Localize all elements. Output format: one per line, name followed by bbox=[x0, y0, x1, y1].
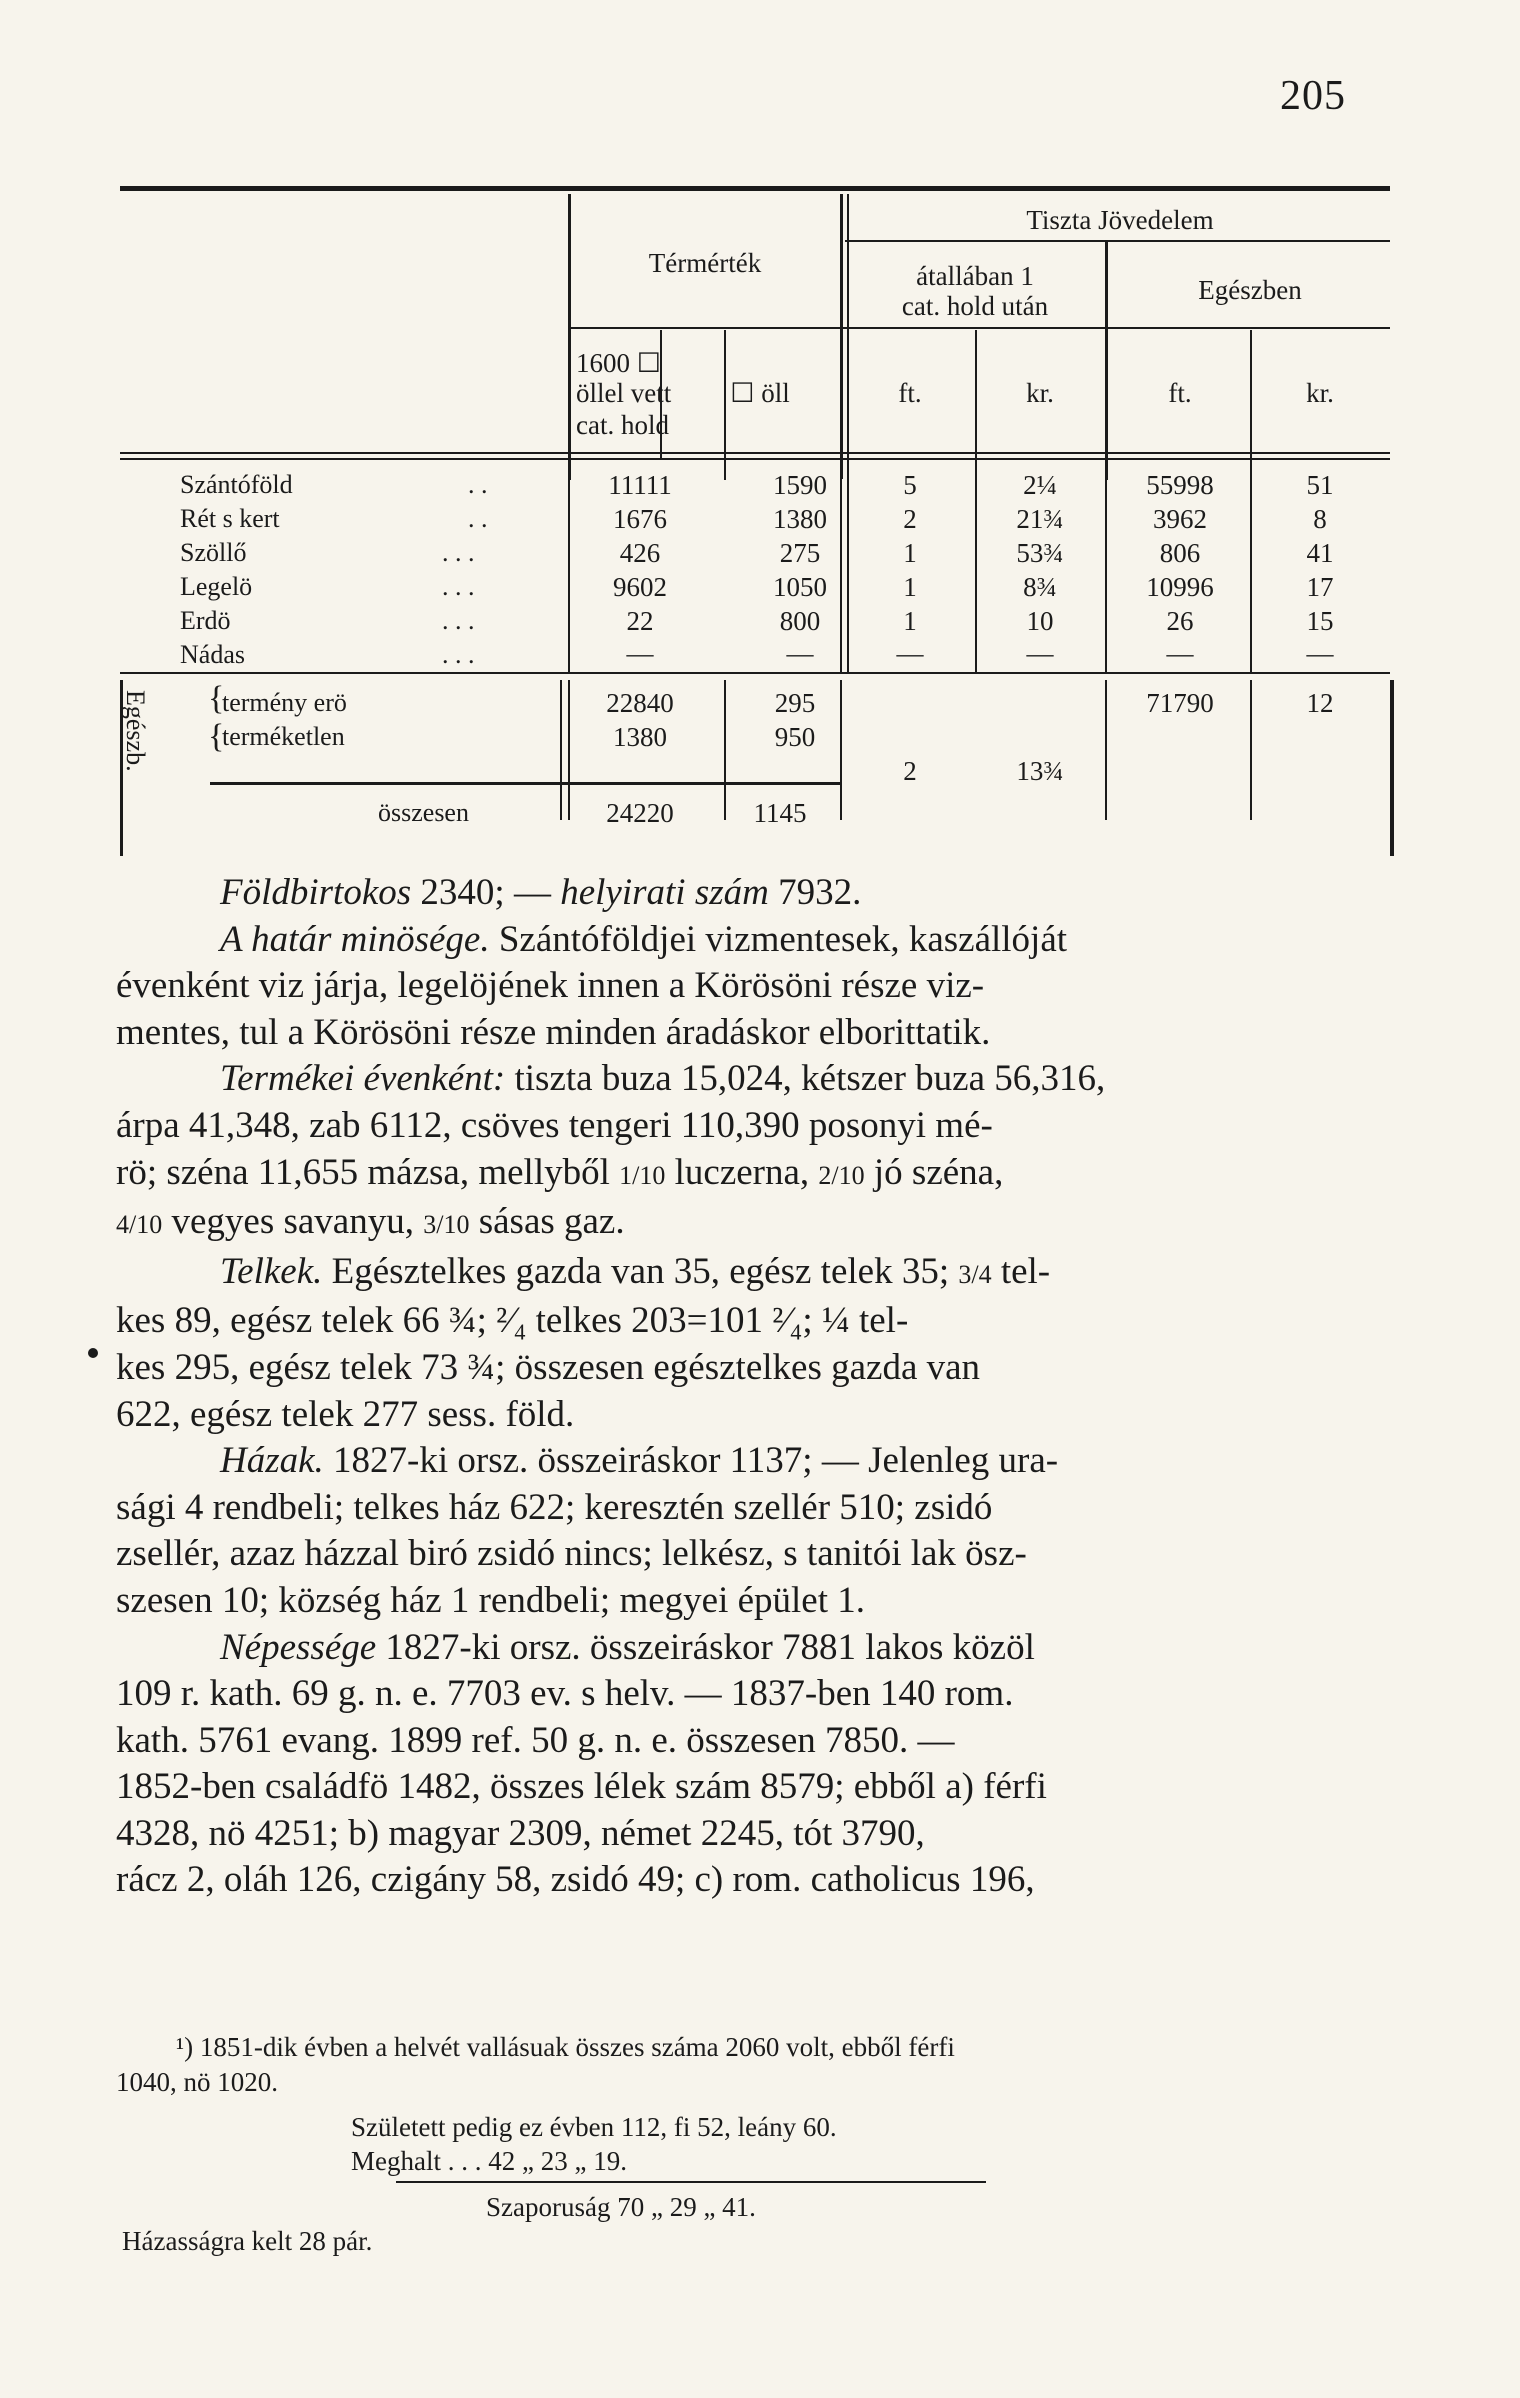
cell-oll: 800 bbox=[779, 606, 821, 636]
cell-kr: — bbox=[1026, 638, 1054, 668]
cell-kr: 8¾ bbox=[1023, 572, 1057, 602]
row-label: Legelö bbox=[180, 572, 253, 601]
footnote-line: Született pedig ez évben 112, fi 52, leány 60. bbox=[351, 2112, 837, 2142]
text: rö; széna 11,655 mázsa, mellyből bbox=[116, 1151, 620, 1193]
brace: { bbox=[208, 718, 225, 755]
cell-egesz-kr: 41 bbox=[1306, 538, 1334, 568]
cell-kr: 21¾ bbox=[1016, 504, 1064, 534]
footnote-line: 1040, nö 1020. bbox=[116, 2067, 278, 2097]
rule bbox=[120, 452, 1390, 454]
rule bbox=[724, 680, 726, 820]
row-label: Erdö bbox=[180, 606, 231, 635]
text: jó széna, bbox=[864, 1151, 1004, 1193]
footnote-line: Szaporuság 70 „ 29 „ 41. bbox=[486, 2192, 756, 2222]
row-dots: . . . bbox=[442, 640, 475, 669]
cell-egesz-ft: 3962 bbox=[1153, 504, 1207, 534]
cell-ft: 1 bbox=[903, 538, 917, 568]
cell-osszesen-oll: 1145 bbox=[753, 798, 807, 828]
cell-osszesen-hold: 24220 bbox=[606, 798, 674, 828]
cell-ft: 2 bbox=[903, 504, 917, 534]
header-oll: ☐ öll bbox=[730, 378, 790, 408]
footnote-line: Házasságra kelt 28 pár. bbox=[122, 2226, 373, 2256]
line bbox=[116, 1438, 1406, 1485]
text: luczerna, bbox=[665, 1151, 819, 1193]
line: zsellér, azaz házzal biró zsidó nincs; lelkész, s tanitói lak ösz- bbox=[116, 1533, 1027, 1575]
rule bbox=[120, 672, 1390, 674]
row-dots: . . . bbox=[442, 538, 475, 567]
fraction: 3/10 bbox=[423, 1210, 470, 1240]
header-1600: 1600 ☐ bbox=[576, 348, 661, 378]
rule bbox=[1250, 680, 1252, 820]
header-tiszta-jovedelem: Tiszta Jövedelem bbox=[1026, 205, 1214, 235]
text: tel- bbox=[991, 1250, 1051, 1292]
rule bbox=[1105, 680, 1107, 820]
cell-summary-egesz-ft: 71790 bbox=[1146, 688, 1214, 718]
row-label: Szöllő bbox=[180, 538, 247, 567]
cell-summary-ft: 2 bbox=[903, 756, 917, 786]
margin-dot bbox=[88, 1348, 98, 1358]
line: kath. 5761 evang. 1899 ref. 50 g. n. e. összesen 7850. — bbox=[116, 1719, 955, 1761]
rule bbox=[840, 462, 842, 672]
rule bbox=[840, 680, 842, 820]
fraction: 1/10 bbox=[619, 1160, 666, 1190]
line: szesen 10; község ház 1 rendbeli; megyei épület 1. bbox=[116, 1579, 865, 1621]
cell-hold: 426 bbox=[619, 538, 661, 568]
text: vegyes savanyu, bbox=[162, 1201, 424, 1243]
line: 4328, nö 4251; b) magyar 2309, német 2245, tót 3790, bbox=[116, 1812, 925, 1854]
label-osszesen: összesen bbox=[378, 798, 469, 827]
line bbox=[116, 1199, 1406, 1249]
row-dots: . . bbox=[468, 504, 488, 533]
cell-egesz-kr: 17 bbox=[1306, 572, 1334, 602]
page-number: 205 bbox=[1280, 73, 1346, 119]
rule bbox=[1105, 462, 1107, 672]
line: árpa 41,348, zab 6112, csöves tengeri 110,390 posonyi mé- bbox=[116, 1104, 993, 1146]
line: 622, egész telek 277 sess. föld. bbox=[116, 1393, 575, 1435]
sum-rule bbox=[396, 2181, 986, 2183]
rule bbox=[840, 194, 843, 479]
cell-egesz-ft: 26 bbox=[1166, 606, 1194, 636]
cell-hold: 22 bbox=[626, 606, 654, 636]
cell-oll: 1380 bbox=[773, 504, 827, 534]
brace: { bbox=[208, 680, 225, 717]
rule bbox=[975, 462, 977, 672]
line bbox=[116, 870, 1406, 917]
cell-hold: — bbox=[626, 638, 654, 668]
header-kr: kr. bbox=[1306, 378, 1334, 408]
cell-egesz-ft: 55998 bbox=[1146, 470, 1214, 500]
cell-oll: — bbox=[786, 638, 814, 668]
line: évenként viz járja, legelöjének innen a Körösöni része viz- bbox=[116, 965, 985, 1007]
body-text bbox=[116, 870, 1406, 1904]
header-cat-hold: cat. hold bbox=[576, 410, 669, 440]
line: kes 295, egész telek 73 ¾; összesen egésztelkes gazda van bbox=[116, 1346, 981, 1388]
term-hazak: Házak. bbox=[220, 1440, 324, 1482]
cell-egesz-ft: 806 bbox=[1159, 538, 1201, 568]
rule bbox=[1390, 680, 1394, 856]
cell-kr: 53¾ bbox=[1016, 538, 1064, 568]
rule bbox=[568, 327, 1390, 329]
text: 7932. bbox=[768, 872, 862, 913]
cell-kr: 10 bbox=[1026, 606, 1054, 636]
cell-summary-kr: 13¾ bbox=[1016, 756, 1064, 786]
cell-termeny-oll: 295 bbox=[774, 688, 816, 718]
cell-egesz-kr: — bbox=[1306, 638, 1334, 668]
line: rácz 2, oláh 126, czigány 58, zsidó 49; c) rom. catholicus 196, bbox=[116, 1859, 1035, 1901]
term-telkek: Telkek. bbox=[220, 1250, 323, 1292]
rule bbox=[568, 462, 570, 672]
cell-summary-egesz-kr: 12 bbox=[1306, 688, 1334, 718]
cell-egesz-kr: 8 bbox=[1313, 504, 1327, 534]
rule bbox=[568, 194, 571, 330]
term-foldbirtokos: Földbirtokos bbox=[220, 872, 412, 913]
rule bbox=[845, 240, 1390, 242]
cell-egesz-ft: 10996 bbox=[1146, 572, 1214, 602]
line: mentes, tul a Körösöni része minden áradáskor elborittatik. bbox=[116, 1011, 991, 1053]
header-ft: ft. bbox=[898, 378, 922, 408]
text: 1827-ki orsz. összeiráskor 1137; — Jelenleg ura- bbox=[323, 1440, 1059, 1482]
cell-hold: 9602 bbox=[613, 572, 667, 602]
text: Szántóföldjei vizmentesek, kaszállóját bbox=[489, 918, 1068, 960]
row-dots: . . bbox=[468, 470, 488, 499]
term-nepessege: Népessége bbox=[220, 1626, 377, 1668]
line: 109 r. kath. 69 g. n. e. 7703 ev. s helv. — 1837-ben 140 rom. bbox=[116, 1673, 1014, 1715]
row-dots: . . . bbox=[442, 606, 475, 635]
label-termeny-ero: termény erö bbox=[222, 688, 347, 717]
cell-ft: 5 bbox=[903, 470, 917, 500]
text: Egésztelkes gazda van 35, egész telek 35; bbox=[322, 1250, 959, 1292]
cell-kr: 2¼ bbox=[1023, 470, 1057, 500]
label-termeketlen: terméketlen bbox=[222, 722, 345, 751]
header-kr: kr. bbox=[1026, 378, 1054, 408]
row-label: Rét s kert bbox=[180, 504, 280, 533]
text: 2340; — bbox=[411, 872, 561, 913]
line: kes 89, egész telek 66 ¾; ²⁄₄ telkes 203=101 ²⁄₄; ¼ tel- bbox=[116, 1300, 909, 1342]
cell-ft: — bbox=[896, 638, 924, 668]
header-atallaban: átallában 1 bbox=[916, 261, 1034, 291]
fraction: 4/10 bbox=[116, 1210, 163, 1240]
cell-hold: 1676 bbox=[613, 504, 667, 534]
row-label: Nádas bbox=[180, 640, 245, 669]
rule bbox=[847, 462, 849, 672]
line: sági 4 rendbeli; telkes ház 622; keresztén szellér 510; zsidó bbox=[116, 1486, 993, 1528]
term-hatar: A határ minösége. bbox=[220, 918, 490, 960]
line bbox=[116, 1249, 1406, 1299]
header-ft: ft. bbox=[1168, 378, 1192, 408]
header-egeszben: Egészben bbox=[1198, 275, 1302, 305]
table-top-rule bbox=[120, 186, 1390, 191]
term-helyirati-szam: helyirati szám bbox=[560, 872, 769, 913]
line: 1852-ben családfö 1482, összes lélek szám 8579; ebből a) férfi bbox=[116, 1766, 1047, 1808]
cell-oll: 1590 bbox=[773, 470, 827, 500]
rule bbox=[560, 680, 562, 820]
header-cat-hold-utan: cat. hold után bbox=[901, 291, 1049, 321]
line bbox=[116, 1625, 1406, 1672]
text: sásas gaz. bbox=[469, 1201, 625, 1243]
rule bbox=[120, 458, 1390, 460]
cell-termeny-hold: 22840 bbox=[606, 688, 674, 718]
yield-table bbox=[120, 180, 1390, 870]
text: tiszta buza 15,024, kétszer buza 56,316, bbox=[505, 1058, 1106, 1100]
line bbox=[116, 1056, 1406, 1103]
term-termekei: Termékei évenként: bbox=[220, 1058, 506, 1100]
cell-oll: 275 bbox=[779, 538, 821, 568]
line bbox=[116, 917, 1406, 964]
footnote-line: ¹) 1851-dik évben a helvét vallásuak összes száma 2060 volt, ebből férfi bbox=[176, 2032, 955, 2062]
cell-egesz-kr: 15 bbox=[1306, 606, 1334, 636]
header-ollel-vett: öllel vett bbox=[576, 378, 672, 408]
cell-termeketlen-oll: 950 bbox=[774, 722, 816, 752]
cell-ft: 1 bbox=[903, 572, 917, 602]
row-dots: . . . bbox=[442, 572, 475, 601]
cell-egesz-ft: — bbox=[1166, 638, 1194, 668]
rule bbox=[210, 782, 840, 785]
row-label: Szántóföld bbox=[180, 470, 293, 499]
fraction: 3/4 bbox=[958, 1259, 992, 1289]
cell-hold: 11111 bbox=[608, 470, 672, 500]
cell-termeketlen-hold: 1380 bbox=[613, 722, 667, 752]
cell-egesz-kr: 51 bbox=[1306, 470, 1334, 500]
rule bbox=[1250, 462, 1252, 672]
vertical-label: Egészb. bbox=[121, 690, 150, 772]
rule bbox=[1105, 242, 1108, 330]
cell-oll: 1050 bbox=[773, 572, 827, 602]
cell-ft: 1 bbox=[903, 606, 917, 636]
footnote-line: Meghalt . . . 42 „ 23 „ 19. bbox=[351, 2146, 627, 2176]
text: 1827-ki orsz. összeiráskor 7881 lakos közöl bbox=[376, 1626, 1035, 1668]
rule bbox=[568, 680, 570, 820]
fraction: 2/10 bbox=[818, 1160, 865, 1190]
rule bbox=[847, 194, 849, 479]
line bbox=[116, 1150, 1406, 1200]
header-termertek: Térmérték bbox=[648, 248, 762, 278]
